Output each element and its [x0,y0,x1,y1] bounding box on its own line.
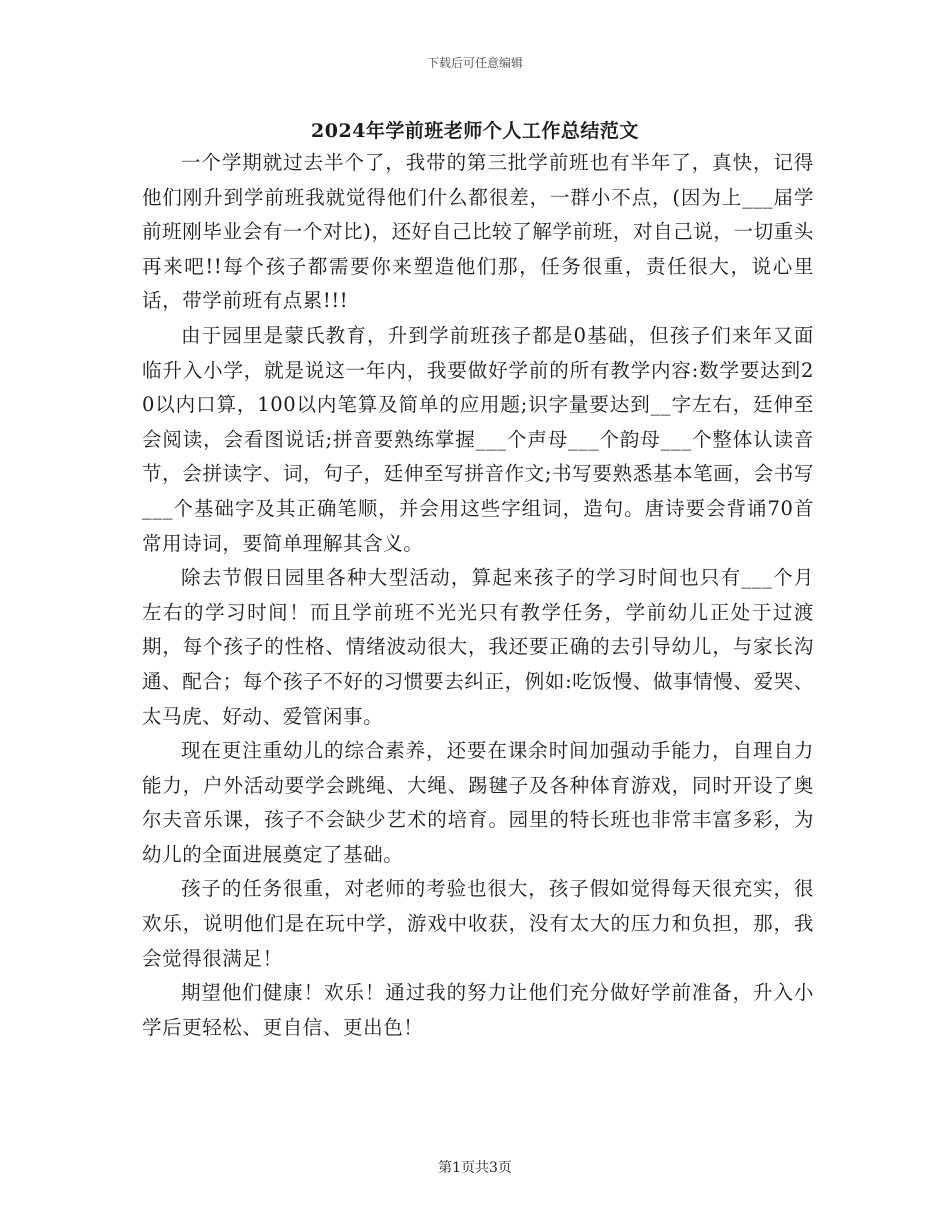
paragraph-4: 现在更注重幼儿的综合素养，还要在课余时间加强动手能力，自理自力能力，户外活动要学会跳绳、大绳、踢毽子及各种体育游戏，同时开设了奥尔夫音乐课，孩子不会缺少艺术的培育。园里的特长班也非常丰富多彩，为幼儿的全面进展奠定了基础。 [142,739,814,866]
paragraph-1: 一个学期就过去半个了，我带的第三批学前班也有半年了，真快，记得他们刚升到学前班我就觉得他们什么都很差，一群小不点，(因为上___届学前班刚毕业会有一个对比)，还好自己比较了解学前班，对自己说，一切重头再来吧!!每个孩子都需要你来塑造他们那，任务很重，责任很大，说心里话，带学前班有点累!!! [142,151,814,313]
paragraph-2: 由于园里是蒙氏教育，升到学前班孩子都是0基础，但孩子们来年又面临升入小学，就是说这一年内，我要做好学前的所有教学内容:数学要达到20以内口算，100以内笔算及简单的应用题;识字量要达到__字左右，廷伸至会阅读，会看图说话;拼音要熟练掌握___个声母___个韵母___个整体认读音节，会拼读字、词，句子，廷伸至写拼音作文;书写要熟悉基本笔画，会书写___个基础字及其正确笔顺，并会用这些字组词，造句。唐诗要会背诵70首常用诗词，要简单理解其含义。 [142,323,814,555]
document-body [142,146,814,1045]
header-note: 下载后可任意编辑 [426,56,523,70]
paragraph-5: 孩子的任务很重，对老师的考验也很大，孩子假如觉得每天很充实，很欢乐，说明他们是在玩中学，游戏中收获，没有太大的压力和负担，那，我会觉得很满足！ [142,877,814,970]
paragraph-6: 期望他们健康！欢乐！通过我的努力让他们充分做好学前准备，升入小学后更轻松、更自信、更出色！ [142,981,814,1039]
paragraph-3: 除去节假日园里各种大型活动，算起来孩子的学习时间也只有___个月左右的学习时间！而且学前班不光光只有教学任务，学前幼儿正处于过渡期，每个孩子的性格、情绪波动很大，我还要正确的去引导幼儿，与家长沟通、配合；每个孩子不好的习惯要去纠正，例如:吃饭慢、做事情慢、爱哭、太马虎、好动、爱管闲事。 [142,566,814,728]
document-title: 2024年学前班老师个人工作总结范文 [311,120,639,142]
page-indicator: 第1页共3页 [438,1160,512,1176]
